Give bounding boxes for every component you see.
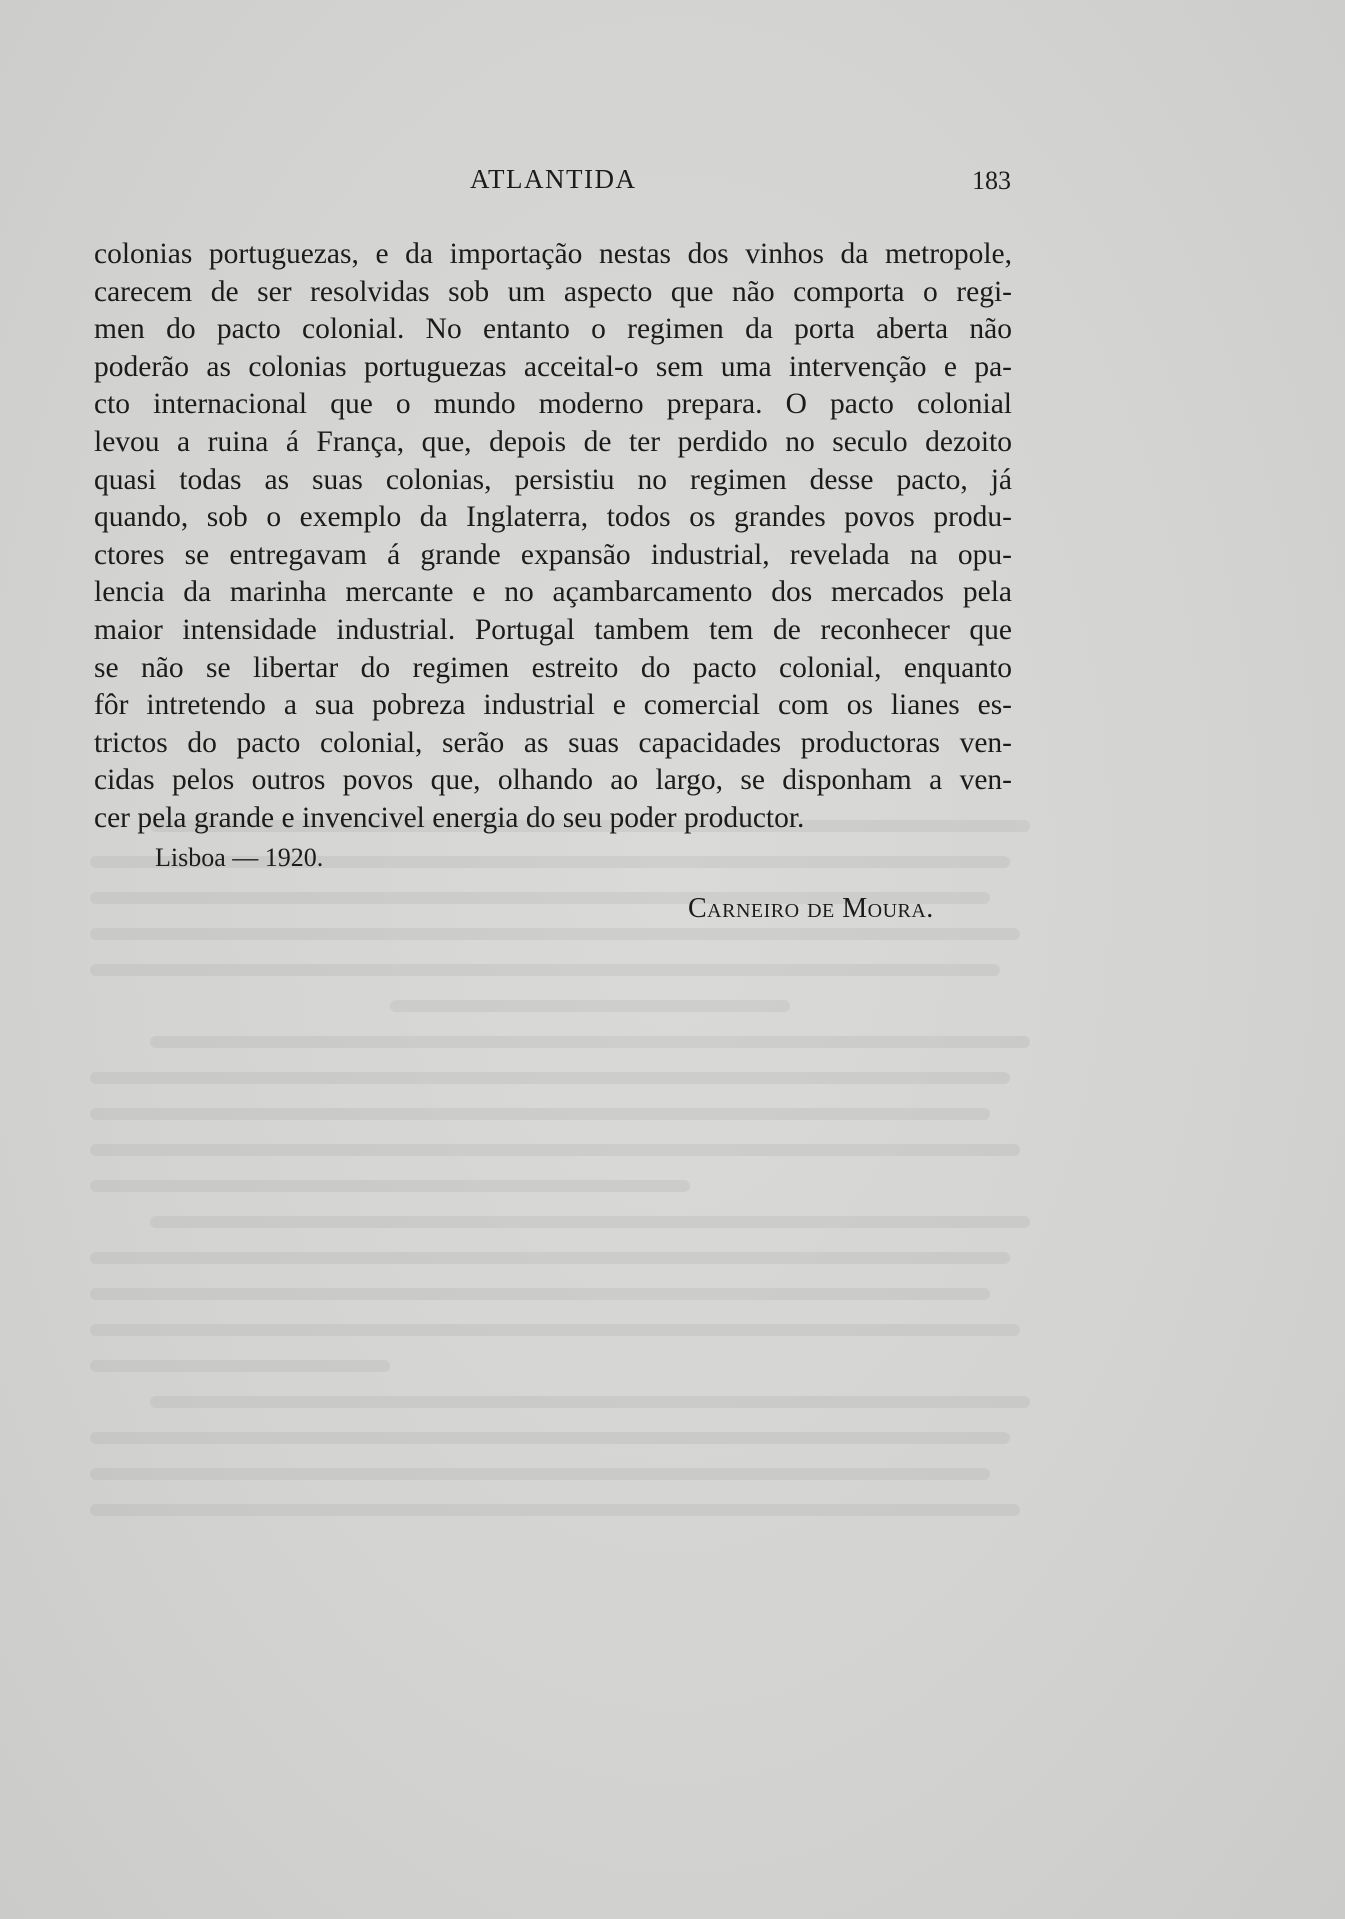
author-signature: Carneiro de Moura.	[688, 893, 934, 924]
text-line: fôr intretendo a sua pobreza industrial e comercial com os lianes es-	[94, 689, 1012, 722]
text-line: cidas pelos outros povos que, olhando ao largo, se disponham a ven-	[94, 764, 1012, 797]
text-line: ctores se entregavam á grande expansão industrial, revelada na opu-	[94, 538, 1012, 571]
text-line: trictos do pacto colonial, serão as suas capacidades productoras ven-	[94, 726, 1012, 759]
bleed-through-texture	[90, 820, 1090, 1640]
text-line: lencia da marinha mercante e no açambarcamento dos mercados pela	[94, 576, 1012, 609]
text-line: colonias portuguezas, e da importação nestas dos vinhos da metropole,	[94, 238, 1012, 270]
text-line: quando, sob o exemplo da Inglaterra, todos os grandes povos produ-	[94, 501, 1012, 534]
journal-title: ATLANTIDA	[470, 164, 637, 194]
body-paragraph	[94, 236, 1012, 838]
text-line: maior intensidade industrial. Portugal tambem tem de reconhecer que	[94, 613, 1012, 646]
text-line: carecem de ser resolvidas sob um aspecto que não comporta o regi-	[94, 275, 1012, 308]
text-line: levou a ruina á França, que, depois de ter perdido no seculo dezoito	[94, 425, 1012, 458]
text-line: se não se libertar do regimen estreito do pacto colonial, enquanto	[94, 651, 1012, 684]
text-line: men do pacto colonial. No entanto o regimen da porta aberta não	[94, 313, 1012, 346]
text-line: poderão as colonias portuguezas acceital-o sem uma intervenção e pa-	[94, 350, 1012, 383]
place-and-date: Lisboa — 1920.	[155, 843, 324, 872]
text-line: cer pela grande e invencivel energia do seu poder productor.	[94, 801, 805, 834]
text-line: cto internacional que o mundo moderno prepara. O pacto colonial	[94, 388, 1012, 421]
text-line: quasi todas as suas colonias, persistiu no regimen desse pacto, já	[94, 463, 1012, 496]
page-number: 183	[972, 166, 1011, 195]
running-header	[0, 164, 1345, 198]
